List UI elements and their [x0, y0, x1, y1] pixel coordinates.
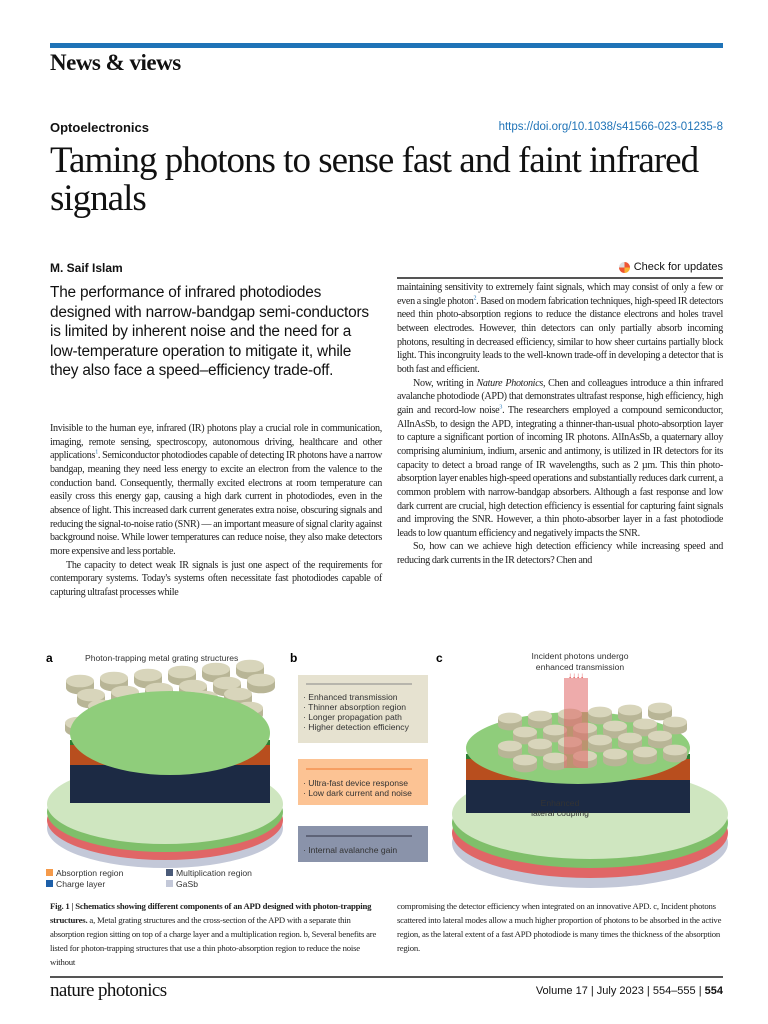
paragraph: The capacity to detect weak IR signals is just one aspect of the requirements for contemporary systems. Today's systems often necessitate fast photodiodes capable of capturing ultrafast processes while	[50, 559, 382, 598]
grating-disk	[633, 747, 657, 758]
body-column-2	[397, 281, 723, 568]
ref-link[interactable]: 3	[499, 404, 503, 411]
ref-link[interactable]: 1	[95, 449, 98, 456]
grating-disk	[498, 713, 522, 724]
subject-kicker: Optoelectronics	[50, 120, 149, 135]
grating-disk	[224, 688, 252, 701]
panel-a-label: a	[46, 651, 53, 665]
grating-disk	[588, 735, 612, 746]
legend-label: GaSb	[176, 879, 198, 889]
ref-link[interactable]: 2	[473, 295, 477, 302]
grating-disk	[648, 731, 672, 742]
grating-disk	[528, 711, 552, 722]
grating-disk	[663, 745, 687, 756]
incident-photons-arrows-icon: ↓↓↓↓	[568, 671, 584, 680]
doi-link[interactable]: https://doi.org/10.1038/s41566-023-01235-8	[498, 121, 723, 133]
caption-title: Fig. 1 | Schematics showing different components of an APD designed with photon-trapping structures.	[50, 901, 372, 925]
grating-disk	[603, 721, 627, 732]
benefit-item: · Ultra-fast device response	[303, 778, 409, 788]
top-accent-bar	[50, 43, 723, 48]
text: . The researchers employed a compound semiconductor, AlInAsSb, to design the APD, integrating a thinner-than-usual photo-absorption layer to capture a significant portion of incoming IR photons. AlInAsSb, a quaternary alloy comprising aluminium, indium, arsenic and antimony, is utilized in IR detectors for its capacity to detect a broad range of IR wavelengths, such as 2 µm. This thin photo-absorption layer enables high-speed operations and substantially reduces dark current, a common problem with narrow-bandgap absorbers. Although a fast response and low dark current are crucial, high detection efficiency is essential for capturing faint signals and improving the SNR. However, a thin photo-absorber layer in a fast photodiode leads to low quantum efficiency and negatively impacts the SNR.	[397, 404, 723, 539]
grating-disk	[66, 675, 94, 688]
grating-disk	[213, 677, 241, 690]
panel-b-label: b	[290, 651, 298, 665]
text: . Based on modern fabrication techniques, high-speed IR detectors need thin photo-absorption regions to reduce the distance electrons and holes travel between electrodes. However, thin detectors can only partially absorb incoming photons, resulting in decreased efficiency, similar to how sheer curtains partially block light. This incongruity leads to the well-known trade-off in developing a detector that is both fast and efficient.	[397, 295, 723, 375]
journal-ref: Nature Photonics	[476, 377, 543, 389]
citation	[536, 985, 723, 997]
paragraph	[50, 422, 382, 559]
text: Now, writing in	[413, 377, 477, 389]
panel-c-title: Incident photons undergo	[531, 651, 629, 661]
legend	[46, 868, 252, 889]
journal-logo: nature photonics	[50, 980, 167, 1001]
footer-divider	[50, 976, 723, 978]
benefit-item: · Longer propagation path	[303, 712, 402, 722]
panel-a-title: Photon-trapping metal grating structures	[85, 653, 239, 663]
check-updates-label: Check for updates	[633, 261, 723, 273]
divider	[397, 277, 723, 279]
figure-caption-left	[50, 899, 380, 969]
figure-1	[40, 648, 730, 896]
panel-c-label: c	[436, 651, 443, 665]
benefit-box-1	[298, 675, 428, 743]
grating-disk	[100, 672, 128, 685]
standfirst: The performance of infrared photodiodes designed with narrow-bandgap semi-conductors is limited by inherent noise and the need for a low-temperature operation to mitigate it, while they also face a speed–efficiency trade-off.	[50, 284, 369, 380]
legend-label: Absorption region	[56, 868, 124, 878]
check-updates-button[interactable]	[619, 261, 723, 273]
grating-disk	[202, 663, 230, 676]
text: . Semiconductor photodiodes capable of detecting IR photons have a narrow bandgap, meaning they need less energy to excite an electron from the valence to the conduction band. Consequently, thermally excited electrons at room temperature can easily cross this energy gap, causing a high dark current in photodiodes, even in the absence of light. This increased dark current generates extra noise, obscuring signals and reducing the signal-to-noise ratio (SNR) — an important measure of signal clarity against background noise. While lower temperatures can reduce noise, they also make detectors more expensive and less portable.	[50, 450, 382, 557]
grating-disk	[498, 741, 522, 752]
caption-text: a, Metal grating structures and the cross-section of the APD with a separate thin absorption region sitting on top of a charge layer and a multiplication region. b, Several benefits are listed for photon-trapping structures that use a thin photo-absorption region to reduce the noise without	[50, 915, 377, 967]
lateral-coupling-label: lateral coupling	[531, 808, 589, 818]
text: , Chen and colleagues introduce a thin infrared avalanche photodiode (APD) that demonstrates ultrafast response, high efficiency, high gain and record-low noise	[397, 377, 723, 416]
apd-stack-a	[47, 691, 283, 868]
grating-disk	[134, 669, 162, 682]
figure-caption-right: compromising the detector efficiency when integrated on an innovative APD. c, Incident photons scattered into lateral modes allow a much higher proportion of photons to be absorbed in the active region, as the lateral extent of a fast APD photodiode is many times the thickness of the absorption region.	[397, 901, 722, 953]
benefit-box-2	[298, 759, 428, 805]
grating-disk	[77, 689, 105, 702]
grating-disk	[543, 753, 567, 764]
legend-swatch	[166, 880, 173, 887]
paragraph: So, how can we achieve high detection efficiency while increasing speed and reducing dark currents in the IR detectors? Chen and	[397, 541, 723, 567]
benefit-item: · Higher detection efficiency	[303, 722, 409, 732]
citation-text: Volume 17 | July 2023 | 554–555 |	[535, 985, 705, 997]
legend-swatch	[46, 869, 53, 876]
grating-disk	[603, 749, 627, 760]
legend-label: Charge layer	[56, 879, 106, 889]
text: Invisible to the human eye, infrared (IR) photons play a crucial role in communication, imaging, remote sensing, spectroscopy, autonomous driving, healthcare and other applications	[50, 423, 382, 462]
grating-disk	[513, 727, 537, 738]
lateral-coupling-label: Enhanced	[540, 798, 580, 808]
grating-disk	[543, 725, 567, 736]
author: M. Saif Islam	[50, 261, 123, 275]
section-label: News & views	[50, 50, 181, 75]
photon-beam	[564, 678, 588, 768]
benefit-item: · Internal avalanche gain	[303, 845, 398, 855]
grating-disk	[236, 660, 264, 673]
grating-disk	[618, 733, 642, 744]
page-number: 554	[704, 985, 723, 997]
grating-disk	[588, 707, 612, 718]
update-icon	[619, 262, 630, 273]
grating-disk	[247, 674, 275, 687]
legend-swatch	[166, 869, 173, 876]
legend-swatch	[46, 880, 53, 887]
grating-disk	[528, 739, 552, 750]
legend-label: Multiplication region	[176, 868, 252, 878]
benefit-item: · Enhanced transmission	[303, 692, 398, 702]
panel-c-title: enhanced transmission	[535, 662, 625, 672]
grating-disk	[618, 705, 642, 716]
benefit-item: · Low dark current and noise	[303, 788, 412, 798]
benefit-item: · Thinner absorption region	[303, 702, 407, 712]
article-title: Taming photons to sense fast and faint infrared signals	[50, 140, 699, 219]
grating-disk	[168, 666, 196, 679]
grating-disk	[648, 703, 672, 714]
grating-disk	[633, 719, 657, 730]
body-column-1	[50, 422, 382, 600]
paragraph	[397, 377, 723, 541]
paragraph	[397, 281, 723, 377]
grating-disk	[663, 717, 687, 728]
grating-disk	[179, 680, 207, 693]
benefit-box-3	[298, 826, 428, 862]
text: maintaining sensitivity to extremely faint signals, which may consist of only a few or even a single photon	[397, 282, 723, 307]
grating-disk	[513, 755, 537, 766]
